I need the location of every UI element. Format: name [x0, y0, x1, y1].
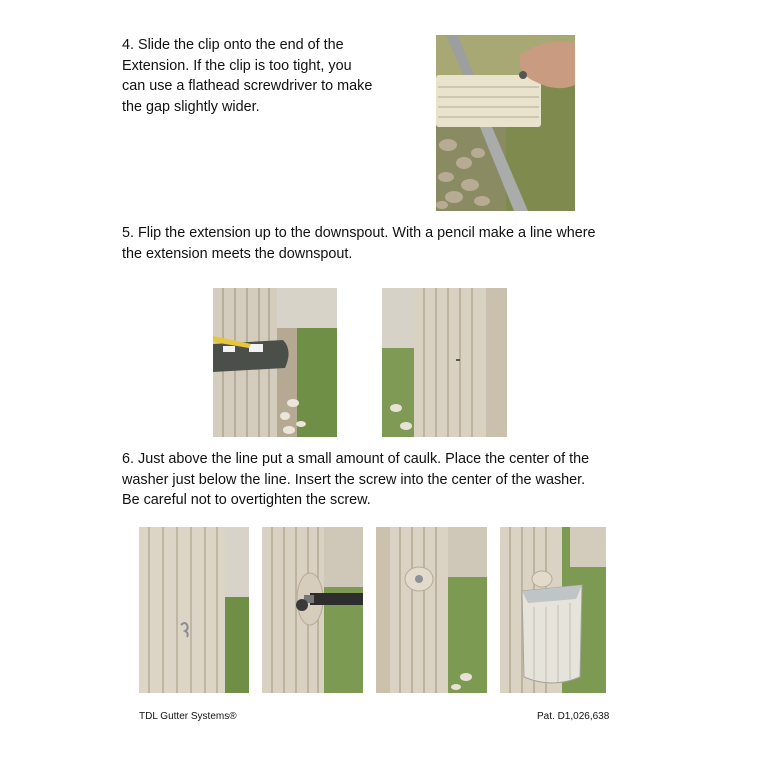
footer-brand: TDL Gutter Systems®: [139, 711, 237, 722]
photo-step-6-washer-installed: [376, 527, 487, 693]
step-4-instructions: 4. Slide the clip onto the end of the Extension. If the clip is too tight, you can use a flathead screwdriver to make the gap slightly wider.: [122, 37, 373, 115]
photo-step-6-caulk: [139, 527, 249, 693]
photo-step-5-line-on-downspout: [382, 288, 507, 437]
step-5-instructions: 5. Flip the extension up to the downspout. With a pencil make a line where the extension meets the downspout.: [122, 225, 596, 262]
photo-step-5-pencil-mark: [213, 288, 337, 437]
photo-step-6-extension-attached: [500, 527, 606, 693]
footer-patent: Pat. D1,026,638: [537, 711, 610, 722]
photo-step-6-washer-driver: [262, 527, 363, 693]
step-6-instructions: 6. Just above the line put a small amount of caulk. Place the center of the washer just below the line. Insert the screw into the center of the washer. Be careful not to overtighten the screw.: [122, 451, 590, 508]
photo-step-4-clip-on-extension: [436, 35, 575, 211]
